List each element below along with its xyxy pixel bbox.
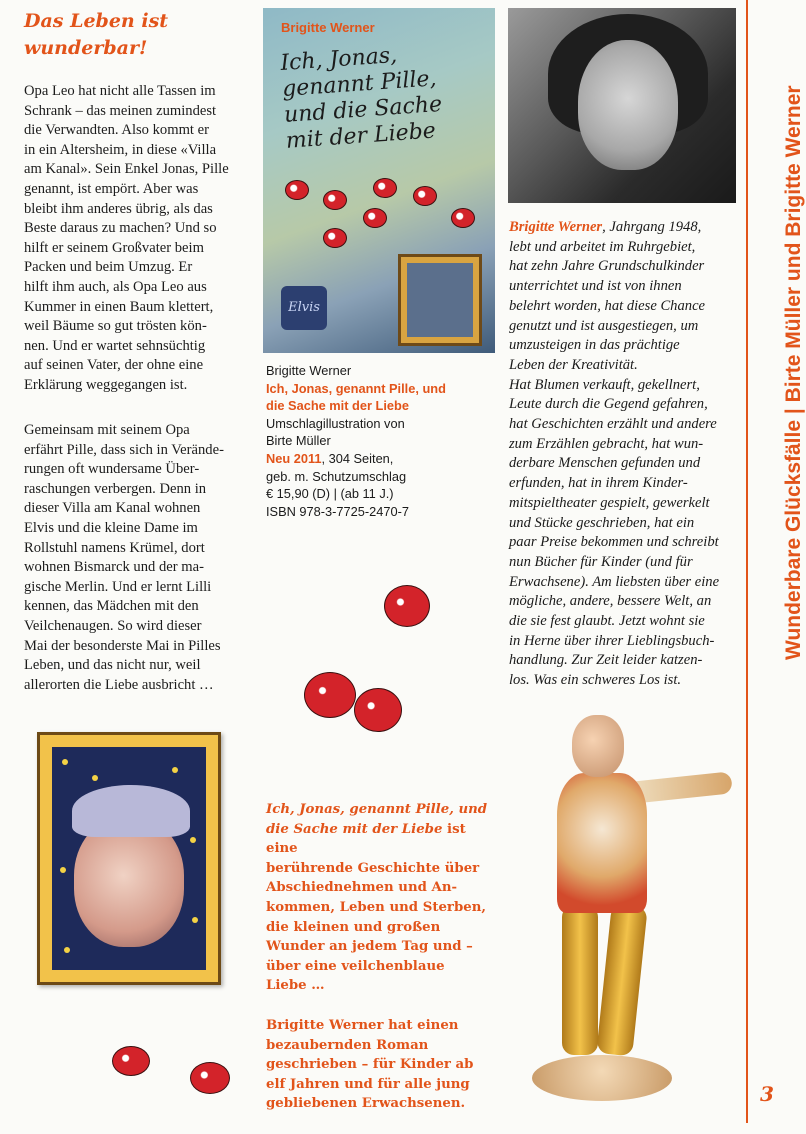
teaser-title-line: Ich, Jonas, genannt Pille, und [266,802,488,817]
teaser-line: Brigitte Werner hat einen [266,1017,459,1033]
text-line: Gemeinsam mit seinem Opa [24,422,190,438]
teaser-paragraph-2 [266,1016,501,1114]
ladybug-icon [323,228,347,248]
article-paragraph-2 [24,421,254,695]
bio-line: zum Erzählen gebracht, hat wun- [509,435,704,452]
figurine-head [572,715,624,777]
bio-line: los. Was ein schweres Los ist. [509,672,682,689]
teaser-line: Wunder an jedem Tag und – [266,939,473,955]
cover-tv: Elvis [281,286,327,330]
bio-line: Erwachsene). Am liebsten über eine [509,573,720,590]
article-paragraph-1 [24,82,254,396]
book-edition-line [266,450,496,468]
cover-title-line: mit der Liebe [285,118,437,154]
teaser-line: kommen, Leben und Sterben, [266,899,486,915]
ladybug-icon [373,178,397,198]
text-line: weil Bäume so gut trösten kön- [24,318,207,335]
bio-line: paar Preise bekommen und schreibt [509,534,719,551]
figurine-body [557,773,647,913]
ladybug-icon [304,672,356,718]
star-icon [92,775,98,781]
book-isbn: ISBN 978-3-7725-2470-7 [266,503,409,519]
elvis-figurine [512,715,737,1105]
ladybug-icon [354,688,402,732]
bio-line: genutzt und ist ausgestiegen, um [509,317,699,334]
new-label: Neu 2011 [266,450,322,466]
heading-line-1: Das Leben ist [24,10,169,32]
bio-line: in Herne über ihrer Lieblingsbuch- [509,632,715,649]
bio-author-name: Brigitte Werner [509,219,603,235]
cover-title [280,37,487,155]
teaser-line: über eine veilchenblaue [266,958,445,974]
text-line: Rollstuhl namens Krümel, dort [24,539,205,556]
ladybug-icon [323,190,347,210]
book-binding: geb. m. Schutzumschlag [266,468,407,484]
author-bio [509,218,737,691]
book-illustration-line-1: Umschlagillustration von [266,415,405,431]
bio-line: derbare Menschen gefunden und [509,455,701,472]
text-line: kennen, das Mädchen mit den [24,598,199,615]
book-info [266,362,496,520]
cover-framed-portrait [398,254,482,346]
bio-line: umzusteigen in das prächtige [509,337,680,354]
pages-text: , 304 Seiten, [321,450,394,466]
bio-line: die sie fest glaubt. Jetzt wohnt sie [509,613,705,630]
book-author: Brigitte Werner [266,363,352,378]
figurine-leg [596,904,647,1057]
cover-title-line: Ich, Jonas, [279,42,398,77]
bio-line: mögliche, andere, bessere Welt, an [509,593,712,610]
article-heading [24,8,224,62]
teaser-paragraph-1 [266,800,501,996]
text-line: in ein Altersheim, in diese «Villa [24,141,217,158]
text-line: rungen oft wundersame Über- [24,461,200,478]
teaser-line: bezaubernden Roman [266,1037,429,1053]
cover-title-line: genannt Pille, [281,66,438,102]
bio-line: belehrt worden, hat diese Chance [509,297,706,314]
teaser-line: Liebe … [266,978,325,994]
bio-line [509,218,737,238]
bio-line: erfunden, hat in ihrem Kinder- [509,475,688,492]
text-line: genannt, ist empört. Aber was [24,180,199,197]
teaser-line: die kleinen und großen [266,919,441,935]
cover-title-line: und die Sache [283,91,443,128]
bio-line: Leute durch die Gegend gefahren, [509,396,708,413]
text-line: Beste daraus zu machen? Und so [24,220,217,237]
teaser-line: berührende Geschichte über [266,860,480,876]
text-line: Erklärung weggegangen ist. [24,376,188,393]
text-line: dieser Villa am Kanal wohnen [24,500,201,517]
ladybug-icon [384,585,430,627]
bio-line: nun Bücher für Kinder (und für [509,553,693,570]
bio-line: hat Geschichten erzählt und andere [509,416,717,433]
text-line: wohnen Bismarck und der ma- [24,559,204,576]
text-line: Schrank – das meinen zumindest [24,102,217,119]
ladybug-icon [451,208,475,228]
ladybug-icon [112,1046,150,1076]
star-icon [172,767,178,773]
text-line: erfährt Pille, dass sich in Verände- [24,441,224,458]
book-price: € 15,90 (D) | (ab 11 J.) [266,486,394,502]
teaser-line: gebliebenen Erwachsenen. [266,1096,466,1112]
book-title-line-1: Ich, Jonas, genannt Pille, und [266,380,446,396]
ladybug-icon [190,1062,230,1094]
author-photo [508,8,736,203]
painting-canvas [52,747,206,970]
star-icon [62,759,68,765]
text-line: Opa Leo hat nicht alle Tassen im [24,83,216,99]
text-line: hilft er seinem Großvater beim [24,239,204,256]
text-line: bleibt ihm anderes übrig, als das [24,200,213,217]
text-line: am Kanal». Sein Enkel Jonas, Pille [24,161,229,178]
teaser-title-line: die Sache mit der Liebe [266,821,443,837]
figurine-base [532,1055,672,1101]
side-divider [746,0,748,1123]
star-icon [64,947,70,953]
heading-line-2: wunderbar! [24,37,148,59]
text-line: Mai der besonderste Mai in Pilles [24,637,221,654]
bio-line: Hat Blumen verkauft, gekellnert, [509,376,700,393]
book-cover [263,8,495,353]
book-illustration-line-2: Birte Müller [266,433,331,449]
grandfather-painting [37,732,221,985]
text-line: allerorten die Liebe ausbricht … [24,676,214,693]
text-line: hilft ihm auch, als Opa Leo aus [24,278,207,295]
text-line: gische Merlin. Und er lernt Lilli [24,578,212,595]
teaser-line: geschrieben – für Kinder ab [266,1057,474,1073]
star-icon [60,867,66,873]
text-line: raschungen verbergen. Denn in [24,480,207,497]
photo-face [578,40,678,170]
text-line: Veilchenaugen. So wird dieser [24,617,202,634]
bio-line: lebt und arbeitet im Ruhrgebiet, [509,238,696,255]
page-number: 3 [760,1082,774,1106]
text-line: Packen und beim Umzug. Er [24,259,193,276]
text-line: auf seinen Vater, der ohne eine [24,357,204,374]
book-title-line-2: die Sache mit der Liebe [266,398,409,414]
sailor-cap [72,785,190,837]
bio-line: unterrichtet und ist von ihnen [509,278,682,295]
text-line: Elvis und die kleine Dame im [24,519,198,536]
ladybug-icon [363,208,387,228]
star-icon [190,837,196,843]
text-line: die Verwandten. Also kommt er [24,122,209,139]
bio-text: , Jahrgang 1948, [602,219,702,235]
text-line: Kummer in einen Baum klettert, [24,298,214,315]
portrait-canvas [407,263,473,337]
side-title-text: Wunderbare Glücksfälle | Birte Müller und Brigitte Werner [782,85,805,660]
bio-line: mitspieltheater gespielt, gewerkelt [509,494,710,511]
teaser-text [266,800,501,1134]
teaser-line: elf Jahren und für alle jung [266,1076,470,1092]
teaser-line: ist eine [266,821,466,857]
figurine-leg [562,905,598,1055]
cover-author: Brigitte Werner [281,20,375,35]
ladybug-icon [285,180,309,200]
bio-line: und Stücke geschrieben, hat ein [509,514,695,531]
teaser-line: Abschiednehmen und An- [266,880,458,896]
star-icon [192,917,198,923]
bio-line: handlung. Zur Zeit leider katzen- [509,652,703,669]
text-line: nen. Und er wartet sehnsüchtig [24,337,206,354]
text-line: Leben, und das nicht nur, weil [24,657,201,674]
bio-line: hat zehn Jahre Grundschulkinder [509,258,705,275]
ladybug-icon [413,186,437,206]
bio-line: Leben der Kreativität. [509,356,638,373]
side-title [752,4,805,664]
